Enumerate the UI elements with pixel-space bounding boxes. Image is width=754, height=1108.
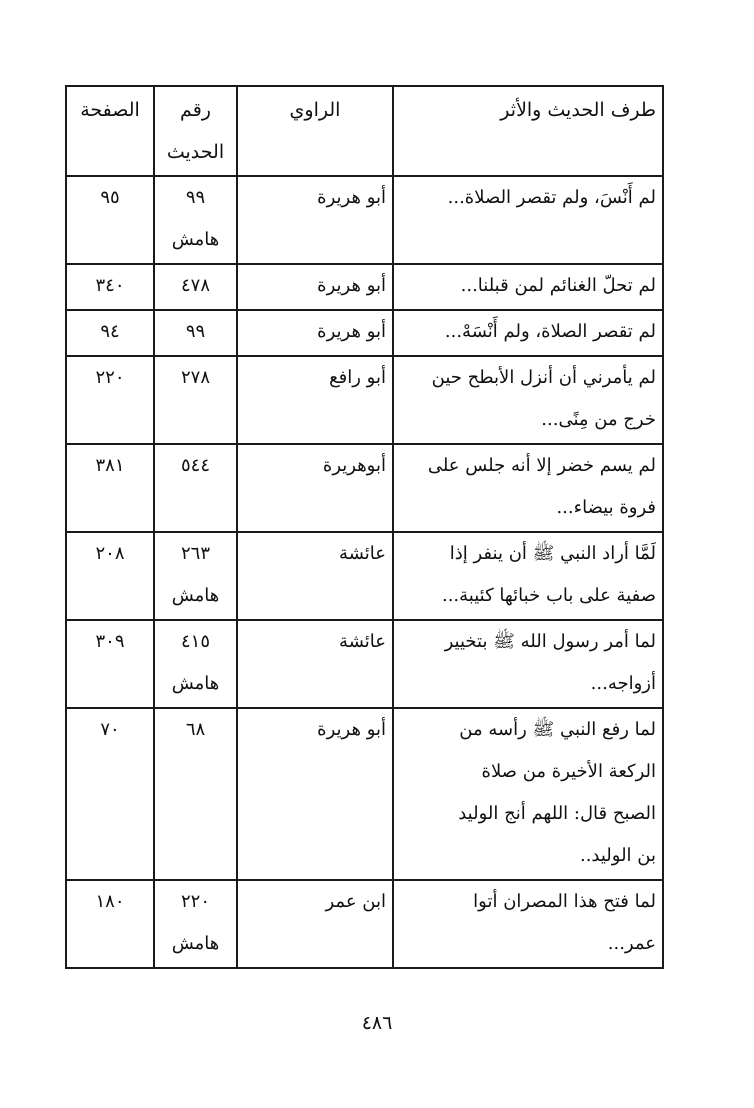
table-row (66, 532, 663, 620)
hadith-text-line: لم تقصر الصلاة، ولم أَنْسَهْ... (444, 321, 656, 342)
narrator-cell: أبو هريرة (237, 708, 393, 880)
narrator-cell: أبوهريرة (237, 444, 393, 532)
hadith-text-line: الركعة الأخيرة من صلاة (481, 761, 656, 782)
hadith-number: ٢٦٣ (180, 543, 210, 564)
narrator-cell: أبو هريرة (237, 310, 393, 356)
table-row (66, 264, 663, 310)
narrator-cell: أبو هريرة (237, 176, 393, 264)
page-ref-cell: ٢٠٨ (66, 532, 154, 620)
narrator-cell: ابن عمر (237, 880, 393, 968)
hadith-text-line: بن الوليد.. (579, 845, 656, 866)
page-ref-cell: ٧٠ (66, 708, 154, 880)
hadith-text-line: فروة بيضاء... (556, 497, 656, 518)
page-ref-cell: ٣٤٠ (66, 264, 154, 310)
hadith-text-line: صفية على باب خبائها كئيبة... (441, 585, 656, 606)
hadith-text-cell (393, 620, 663, 708)
page-ref-cell: ٢٢٠ (66, 356, 154, 444)
margin-note-label: هامش (171, 585, 220, 606)
margin-note-label: هامش (171, 933, 220, 954)
hadith-text-line: خرج من مِنًى... (541, 409, 656, 430)
hadith-text-cell (393, 880, 663, 968)
table-row (66, 880, 663, 968)
page-ref-cell: ٣٠٩ (66, 620, 154, 708)
hadith-text-cell (393, 708, 663, 880)
hadith-number: ٢٢٠ (180, 891, 210, 912)
margin-note-label: هامش (171, 673, 220, 694)
header-narrator: الراوي (237, 86, 393, 176)
table-body (66, 176, 663, 968)
page-number: ٤٨٦ (361, 1012, 393, 1034)
header-number-line1: رقم (180, 99, 211, 121)
table-row (66, 176, 663, 264)
hadith-number: ٥٤٤ (180, 455, 210, 476)
header-number-line2: الحديث (166, 141, 225, 163)
hadith-text-cell (393, 356, 663, 444)
hadith-number: ٢٧٨ (180, 367, 210, 388)
table-header (66, 86, 663, 176)
hadith-text-cell (393, 444, 663, 532)
hadith-text-line: لم تحلّ الغنائم لمن قبلنا... (460, 275, 656, 296)
narrator-cell: عائشة (237, 620, 393, 708)
header-hadith-text: طرف الحديث والأثر (393, 86, 663, 176)
hadith-number-cell (154, 264, 237, 310)
page-ref-cell: ١٨٠ (66, 880, 154, 968)
hadith-text-line: لم يسم خضر إلا أنه جلس على (427, 455, 656, 476)
hadith-index-table (65, 85, 664, 969)
hadith-text-line: لم أَنْسَ، ولم تقصر الصلاة... (447, 187, 656, 208)
table-row (66, 310, 663, 356)
hadith-text-line: لما رفع النبي ﷺ رأسه من (459, 719, 656, 740)
hadith-text-cell (393, 264, 663, 310)
hadith-number-cell (154, 176, 237, 264)
table-row (66, 444, 663, 532)
hadith-text-line: الصبح قال: اللهم أنج الوليد (458, 803, 656, 824)
header-page: الصفحة (66, 86, 154, 176)
hadith-number-cell (154, 310, 237, 356)
hadith-text-cell (393, 532, 663, 620)
narrator-cell: أبو رافع (237, 356, 393, 444)
hadith-text-line: لم يأمرني أن أنزل الأبطح حين (431, 367, 656, 388)
page-ref-cell: ٩٥ (66, 176, 154, 264)
narrator-cell: عائشة (237, 532, 393, 620)
hadith-number-cell (154, 708, 237, 880)
hadith-number-cell (154, 880, 237, 968)
hadith-text-cell (393, 176, 663, 264)
hadith-number: ٦٨ (185, 719, 206, 740)
hadith-number-cell (154, 444, 237, 532)
hadith-number: ٤٧٨ (180, 275, 210, 296)
hadith-number-cell (154, 532, 237, 620)
table-row (66, 356, 663, 444)
header-hadith-number (154, 86, 237, 176)
margin-note-label: هامش (171, 229, 220, 250)
hadith-number-cell (154, 356, 237, 444)
table-row (66, 620, 663, 708)
hadith-text-line: لما فتح هذا المصران أتوا (473, 891, 656, 912)
hadith-number: ٩٩ (185, 187, 206, 208)
hadith-text-line: أزواجه... (590, 673, 656, 694)
table-row (66, 708, 663, 880)
page-ref-cell: ٩٤ (66, 310, 154, 356)
hadith-text-line: لما أمر رسول الله ﷺ بتخيير (444, 631, 656, 652)
hadith-number: ٩٩ (185, 321, 206, 342)
page-ref-cell: ٣٨١ (66, 444, 154, 532)
hadith-text-cell (393, 310, 663, 356)
hadith-text-line: عمر... (607, 933, 656, 954)
hadith-number-cell (154, 620, 237, 708)
narrator-cell: أبو هريرة (237, 264, 393, 310)
header-row (66, 86, 663, 176)
hadith-number: ٤١٥ (180, 631, 210, 652)
hadith-text-line: لَمَّا أراد النبي ﷺ أن ينفر إذا (449, 543, 656, 564)
